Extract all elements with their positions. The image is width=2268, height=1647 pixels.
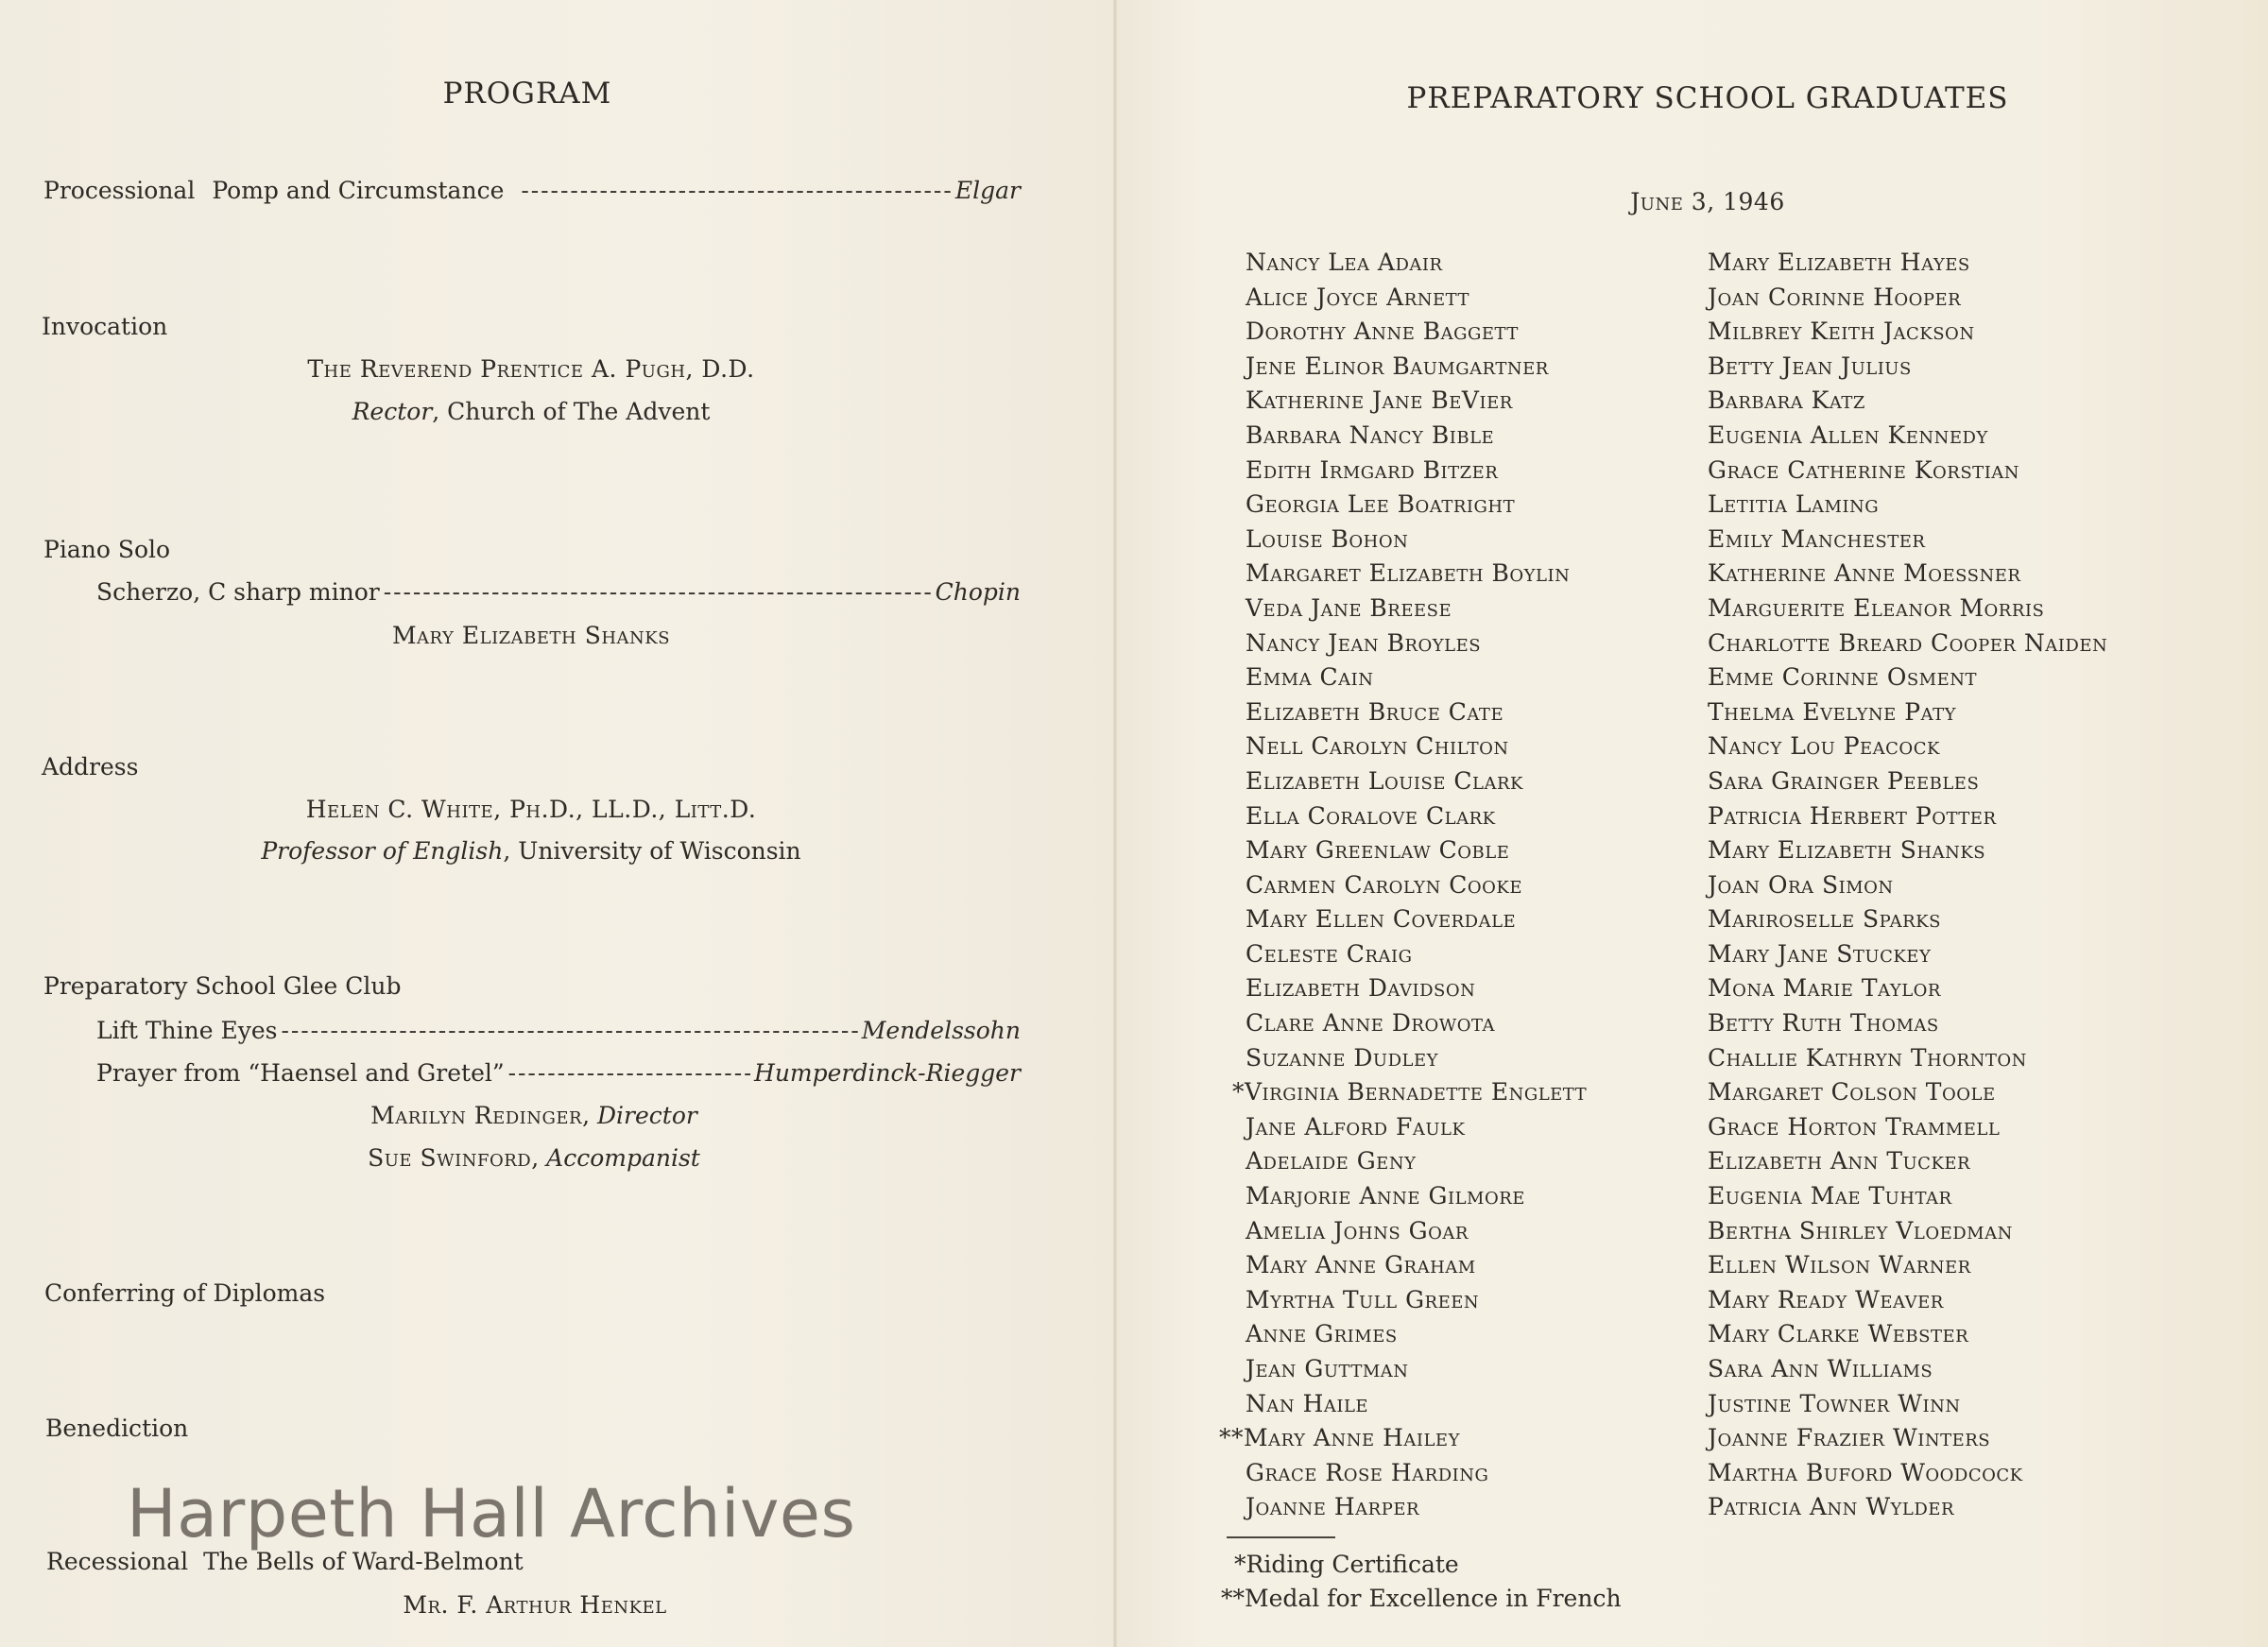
invocation-org: , Church of The Advent (432, 398, 711, 425)
graduate-name: Katherine Jane BeVier (1246, 386, 1513, 415)
graduate-name: Mary Greenlaw Coble (1246, 836, 1510, 865)
graduate-name: Bertha Shirley Vloedman (1708, 1216, 2013, 1244)
graduate-name: Veda Jane Breese (1246, 593, 1452, 622)
graduate-name: Emily Manchester (1708, 524, 1926, 553)
benediction-label: Benediction (45, 1415, 189, 1442)
graduate-name: Elizabeth Ann Tucker (1708, 1147, 1971, 1175)
graduate-name: Grace Catherine Korstian (1708, 455, 2020, 484)
graduate-name: Edith Irmgard Bitzer (1246, 455, 1499, 484)
leader-dots (508, 1059, 750, 1088)
graduate-name: Joan Corinne Hooper (1708, 283, 1962, 311)
graduate-name: Ella Coralove Clark (1246, 801, 1496, 830)
graduate-name: Mona Marie Taylor (1708, 974, 1941, 1003)
graduate-name: Jane Alford Faulk (1246, 1112, 1466, 1141)
graduate-name: Mary Ready Weaver (1708, 1285, 1944, 1313)
glee-club-piece-2: Prayer from “Haensel and Gretel” (96, 1059, 505, 1087)
glee-club-composer-1: Mendelssohn (861, 1017, 1021, 1044)
glee-club-accompanist: Sue Swinford, Accompanist (368, 1144, 700, 1172)
graduate-name: Eugenia Allen Kennedy (1708, 420, 1988, 449)
address-title (261, 837, 800, 866)
graduate-name: Charlotte Breard Cooper Naiden (1708, 628, 2108, 657)
leader-dots (521, 177, 952, 205)
graduate-name: Georgia Lee Boatright (1246, 490, 1516, 519)
graduate-name: Adelaide Geny (1246, 1147, 1417, 1175)
invocation-title (352, 398, 711, 426)
graduate-name: Barbara Nancy Bible (1246, 420, 1495, 449)
address-role: Professor of English (261, 837, 504, 865)
graduate-name: Joanne Frazier Winters (1708, 1424, 1991, 1452)
graduate-name: Louise Bohon (1246, 524, 1409, 553)
graduate-name: Betty Ruth Thomas (1708, 1009, 1939, 1038)
director-role: Director (597, 1102, 697, 1129)
graduate-name: Sara Ann Williams (1708, 1355, 1933, 1382)
graduate-name: Mary Anne Graham (1246, 1251, 1476, 1279)
graduate-name: Myrtha Tull Green (1246, 1285, 1480, 1313)
graduates-column-1 (1219, 246, 1588, 1525)
recessional-performer: Mr. F. Arthur Henkel (403, 1591, 667, 1619)
processional-piece: Pomp and Circumstance (212, 177, 505, 204)
graduate-name: Thelma Evelyne Paty (1708, 697, 1956, 726)
graduate-name: Margaret Elizabeth Boylin (1246, 559, 1571, 588)
graduate-name: Mary Elizabeth Hayes (1708, 249, 1970, 276)
graduate-name: Ellen Wilson Warner (1708, 1251, 1971, 1279)
graduate-name: Patricia Herbert Potter (1708, 801, 1997, 830)
graduate-name: Jene Elinor Baumgartner (1246, 352, 1549, 380)
graduate-name: Katherine Anne Moessner (1708, 559, 2021, 588)
conferring-label: Conferring of Diplomas (44, 1279, 326, 1307)
graduate-name: Milbrey Keith Jackson (1708, 317, 1975, 346)
graduate-name: Elizabeth Davidson (1246, 974, 1476, 1003)
graduate-name: Dorothy Anne Baggett (1246, 317, 1519, 346)
graduate-name: Nancy Jean Broyles (1246, 628, 1482, 657)
address-org: , University of Wisconsin (503, 837, 801, 865)
leader-dots (281, 1017, 857, 1045)
graduate-name: Suzanne Dudley (1246, 1043, 1439, 1072)
graduate-name: Emma Cain (1246, 663, 1374, 692)
graduate-name: Challie Kathryn Thornton (1708, 1043, 2027, 1072)
graduate-name: Martha Buford Woodcock (1708, 1458, 2023, 1486)
page-fold (1113, 0, 1117, 1647)
address-label: Address (42, 753, 139, 781)
graduate-name: Elizabeth Louise Clark (1246, 766, 1523, 795)
graduate-name: Clare Anne Drowota (1246, 1009, 1495, 1038)
graduate-name: Alice Joyce Arnett (1246, 283, 1470, 311)
glee-club-composer-2: Humperdinck-Riegger (754, 1059, 1021, 1087)
graduate-name: Nancy Lea Adair (1246, 249, 1443, 276)
glee-club-line-2 (96, 1059, 1021, 1088)
graduate-name: Letitia Laming (1708, 490, 1880, 519)
graduate-name: Mary Clarke Webster (1708, 1320, 1969, 1348)
glee-club-piece-1: Lift Thine Eyes (96, 1017, 278, 1044)
invocation-name: The Reverend Prentice A. Pugh, D.D. (307, 355, 755, 383)
graduate-name: Sara Grainger Peebles (1708, 766, 1980, 795)
graduate-name: Eugenia Mae Tuhtar (1708, 1182, 1952, 1210)
graduate-name: Grace Horton Trammell (1708, 1112, 2001, 1141)
graduate-name: Nan Haile (1246, 1389, 1369, 1417)
footnote-french: **Medal for Excellence in French (1221, 1585, 1622, 1612)
graduate-name: Mary Jane Stuckey (1708, 939, 1932, 968)
accompanist-name: Sue Swinford (368, 1144, 532, 1172)
processional-line (43, 177, 1021, 205)
invocation-label: Invocation (42, 313, 168, 340)
piano-solo-label: Piano Solo (43, 536, 171, 563)
graduates-title: PREPARATORY SCHOOL GRADUATES (1406, 81, 2009, 115)
graduate-name: Nancy Lou Peacock (1708, 732, 1940, 761)
piano-solo-line (96, 578, 1021, 607)
graduate-name: Mariroselle Sparks (1708, 905, 1941, 934)
graduate-name: Grace Rose Harding (1246, 1458, 1489, 1486)
piano-solo-composer: Chopin (935, 578, 1021, 606)
piano-solo-performer: Mary Elizabeth Shanks (391, 622, 671, 649)
graduate-name: Joanne Harper (1246, 1493, 1420, 1521)
graduate-name: Emme Corinne Osment (1708, 663, 1977, 692)
recessional-piece: The Bells of Ward-Belmont (203, 1548, 524, 1575)
graduate-name: Elizabeth Bruce Cate (1246, 697, 1504, 726)
address-name: Helen C. White, Ph.D., LL.D., Litt.D. (305, 796, 757, 823)
graduate-name: Mary Elizabeth Shanks (1708, 836, 1986, 865)
graduate-name: Mary Ellen Coverdale (1246, 905, 1517, 934)
recessional-label: Recessional (46, 1548, 189, 1575)
leader-dots (384, 578, 932, 607)
graduate-name: Anne Grimes (1246, 1320, 1398, 1348)
graduate-name: Justine Towner Winn (1708, 1389, 1961, 1417)
footnote-rule (1227, 1536, 1335, 1538)
director-name: Marilyn Redinger (370, 1102, 583, 1129)
piano-solo-piece: Scherzo, C sharp minor (96, 578, 380, 606)
footnote-riding: *Riding Certificate (1234, 1551, 1459, 1578)
glee-club-label: Preparatory School Glee Club (43, 972, 402, 1000)
graduate-name: *Virginia Bernadette Englett (1232, 1078, 1588, 1107)
graduate-name: Joan Ora Simon (1708, 870, 1894, 899)
glee-club-director: Marilyn Redinger, Director (370, 1102, 697, 1129)
graduate-name: Nell Carolyn Chilton (1246, 732, 1509, 761)
graduate-name: **Mary Anne Hailey (1219, 1424, 1460, 1452)
glee-club-line-1 (96, 1017, 1021, 1045)
archive-watermark: Harpeth Hall Archives (127, 1475, 856, 1553)
graduation-date: June 3, 1946 (1630, 188, 1785, 215)
graduate-name: Betty Jean Julius (1708, 352, 1912, 380)
graduates-column-2 (1708, 246, 2107, 1525)
processional-composer: Elgar (954, 177, 1021, 204)
graduate-name: Marguerite Eleanor Morris (1708, 593, 2045, 622)
graduate-name: Patricia Ann Wylder (1708, 1493, 1954, 1521)
graduate-name: Marjorie Anne Gilmore (1246, 1182, 1525, 1210)
accompanist-role: Accompanist (546, 1144, 700, 1172)
graduate-name: Celeste Craig (1246, 939, 1413, 968)
graduate-name: Jean Guttman (1246, 1355, 1409, 1382)
graduate-name: Barbara Katz (1708, 386, 1865, 415)
invocation-role: Rector (352, 398, 433, 425)
graduate-name: Amelia Johns Goar (1246, 1216, 1469, 1244)
graduate-name: Margaret Colson Toole (1708, 1078, 1996, 1107)
graduate-name: Carmen Carolyn Cooke (1246, 870, 1522, 899)
processional-label: Processional (43, 177, 196, 204)
program-title: PROGRAM (442, 77, 612, 111)
